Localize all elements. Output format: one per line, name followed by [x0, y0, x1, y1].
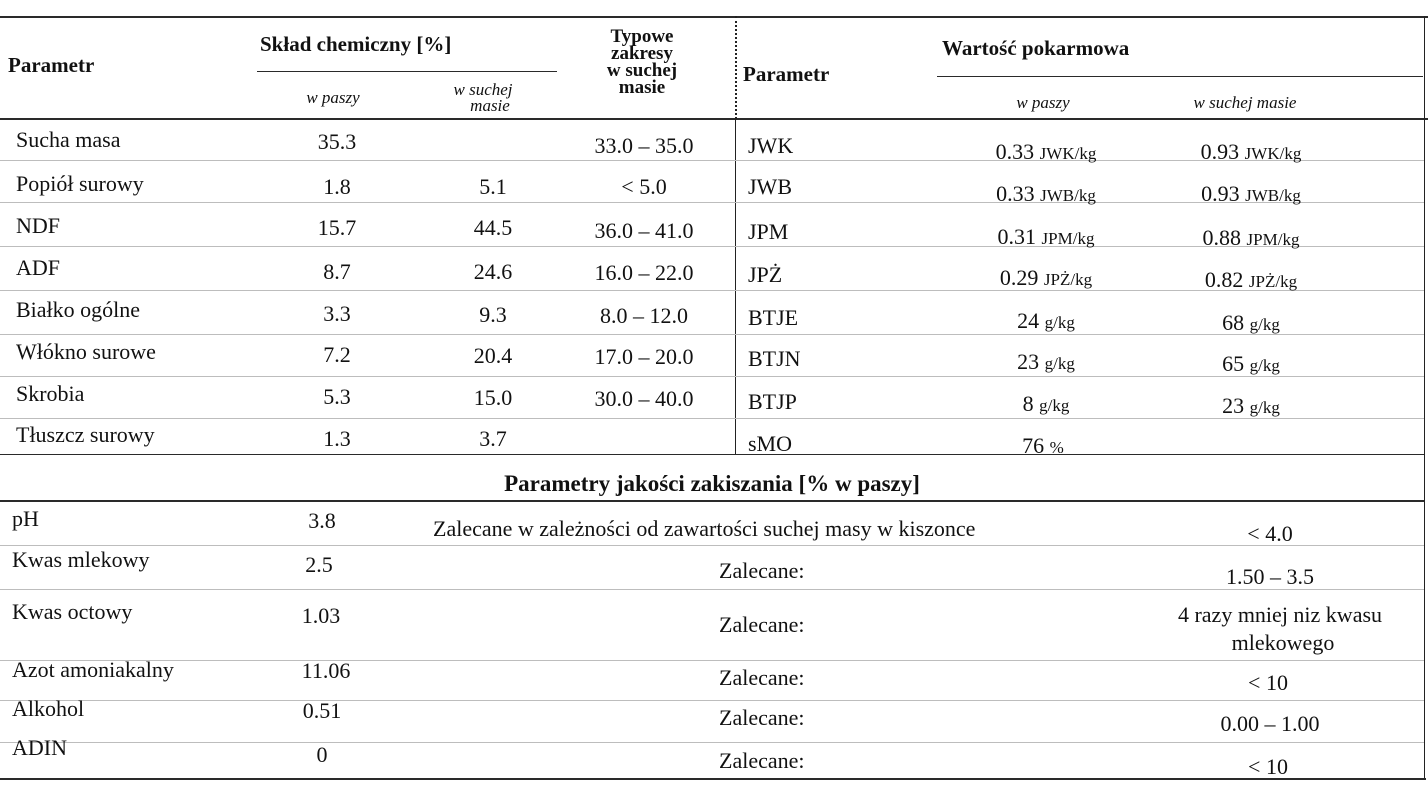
row-val-paszy: 0.33 JWK/kg [995, 139, 1097, 164]
row-val-sucha: 65 g/kg [1222, 351, 1280, 376]
quality-param: Azot amoniakalny [12, 657, 174, 682]
row-divider [0, 334, 1424, 335]
row-typowe-zakresy: 30.0 – 40.0 [594, 386, 694, 411]
row-val-paszy: 8 g/kg [1022, 391, 1070, 416]
row-val-sucha: 68 g/kg [1222, 310, 1280, 335]
row-param: Popiół surowy [16, 171, 144, 196]
quality-label: Zalecane: [719, 558, 805, 583]
row-val-sucha: 0.82 JPŻ/kg [1204, 267, 1298, 292]
row-divider [0, 700, 1424, 701]
row-param: Białko ogólne [16, 297, 141, 322]
quality-value: 2.5 [305, 552, 333, 577]
row-divider [0, 376, 1424, 377]
row-divider [0, 742, 1424, 743]
row-param2: BTJP [748, 389, 797, 414]
row-divider [0, 660, 1424, 661]
quality-param: Kwas mlekowy [12, 547, 150, 572]
bottom-border [0, 778, 1426, 780]
row-divider [0, 418, 1424, 419]
row-typowe-zakresy: 36.0 – 41.0 [594, 218, 694, 243]
header-sklad-chemiczny: Skład chemiczny [%] [260, 32, 452, 56]
quality-recommended: 4 razy mniej niz kwasu [1177, 602, 1383, 627]
row-w-suchej-masie: 20.4 [473, 343, 513, 368]
right-border [1424, 16, 1425, 778]
row-val-paszy: 0.29 JPŻ/kg [999, 265, 1093, 290]
row-typowe-zakresy: 8.0 – 12.0 [600, 303, 688, 328]
subheader2-w-paszy: w paszy [1016, 93, 1070, 112]
quality-recommended: < 4.0 [1247, 521, 1293, 546]
quality-value: 1.03 [301, 603, 341, 628]
subheader2-w-suchej-masie: w suchej masie [1193, 93, 1297, 112]
row-param2: JPŻ [748, 262, 783, 287]
quality-param: ADIN [12, 735, 67, 760]
quality-value: 3.8 [308, 508, 336, 533]
subheader-w-paszy: w paszy [306, 88, 360, 107]
section-bottom-border [0, 500, 1424, 502]
row-val-sucha: 0.93 JWK/kg [1200, 139, 1302, 164]
row-w-suchej-masie: 3.7 [479, 426, 507, 451]
row-param2: BTJN [748, 346, 801, 371]
quality-param: Kwas octowy [12, 599, 133, 624]
row-typowe-zakresy: 17.0 – 20.0 [594, 344, 694, 369]
header-bottom-border [0, 118, 1428, 120]
top-border [0, 16, 1428, 18]
row-val-sucha: 0.93 JWB/kg [1201, 181, 1301, 206]
quality-value: 11.06 [301, 658, 351, 683]
row-param: Skrobia [16, 381, 85, 406]
row-w-paszy: 1.8 [323, 174, 351, 199]
row-val-paszy: 0.31 JPM/kg [997, 224, 1095, 249]
row-val-sucha: 0.88 JPM/kg [1202, 225, 1300, 250]
header-wartosc-pokarmowa: Wartość pokarmowa [942, 36, 1130, 60]
row-w-suchej-masie: 9.3 [479, 302, 507, 327]
row-param2: JWB [748, 174, 792, 199]
sklad-underline [257, 71, 557, 72]
row-val-paszy: 23 g/kg [1017, 349, 1075, 374]
quality-label: Zalecane: [719, 665, 805, 690]
row-param2: BTJE [748, 305, 799, 330]
header-divider [735, 16, 737, 119]
row-w-paszy: 8.7 [323, 259, 351, 284]
header-parametr: Parametr [8, 53, 95, 77]
row-divider [0, 545, 1424, 546]
row-val-paszy: 24 g/kg [1017, 308, 1075, 333]
quality-recommended: 0.00 – 1.00 [1220, 711, 1320, 736]
header-typowe: Typowe [610, 26, 674, 47]
quality-recommended: 1.50 – 3.5 [1226, 564, 1314, 589]
row-param2: JWK [748, 133, 794, 158]
row-param: NDF [16, 213, 61, 238]
subheader-w-suchej: w suchej [453, 80, 513, 99]
header-parametr-2: Parametr [743, 62, 830, 86]
row-divider [0, 589, 1424, 590]
quality-recommended: < 10 [1248, 754, 1288, 779]
row-w-suchej-masie: 24.6 [473, 259, 513, 284]
row-typowe-zakresy: < 5.0 [621, 174, 667, 199]
row-val-sucha: 23 g/kg [1222, 393, 1280, 418]
row-typowe-zakresy: 16.0 – 22.0 [594, 260, 694, 285]
row-w-suchej-masie: 5.1 [479, 174, 507, 199]
row-w-paszy: 5.3 [323, 384, 351, 409]
row-param: Włókno surowe [16, 339, 156, 364]
table-divider [735, 119, 736, 454]
section-top-border [0, 454, 1424, 455]
quality-value: 0 [316, 742, 328, 767]
row-param2: sMO [748, 431, 793, 456]
quality-label: Zalecane w zależności od zawartości suchej masy w kiszonce [433, 516, 976, 541]
quality-param: Alkohol [12, 696, 85, 721]
quality-recommended: < 10 [1248, 670, 1288, 695]
row-w-paszy: 35.3 [317, 129, 357, 154]
quality-value: 0.51 [302, 698, 342, 723]
row-param: Sucha masa [16, 127, 121, 152]
row-param: Tłuszcz surowy [16, 422, 155, 447]
quality-label: Zalecane: [719, 705, 805, 730]
row-w-suchej-masie: 15.0 [473, 385, 513, 410]
row-val-paszy: 76 % [1022, 433, 1064, 458]
row-param2: JPM [748, 219, 789, 244]
quality-param: pH [12, 506, 39, 531]
row-w-paszy: 15.7 [317, 215, 357, 240]
quality-recommended-line2: mlekowego [1231, 630, 1335, 655]
row-w-paszy: 3.3 [323, 301, 351, 326]
row-param: ADF [16, 255, 61, 280]
wartosc-underline [937, 76, 1423, 77]
row-w-paszy: 1.3 [323, 426, 351, 451]
row-w-paszy: 7.2 [323, 342, 351, 367]
header-zakresy: zakresy [611, 43, 673, 64]
header-w-suchej: w suchej [606, 60, 678, 81]
subheader-masie: masie [470, 96, 510, 115]
section-title: Parametry jakości zakiszania [% w paszy] [504, 471, 920, 496]
row-typowe-zakresy: 33.0 – 35.0 [594, 133, 694, 158]
quality-label: Zalecane: [719, 748, 805, 773]
row-w-suchej-masie: 44.5 [473, 215, 513, 240]
header-masie: masie [618, 77, 666, 98]
row-val-paszy: 0.33 JWB/kg [996, 181, 1096, 206]
quality-label: Zalecane: [719, 612, 805, 637]
